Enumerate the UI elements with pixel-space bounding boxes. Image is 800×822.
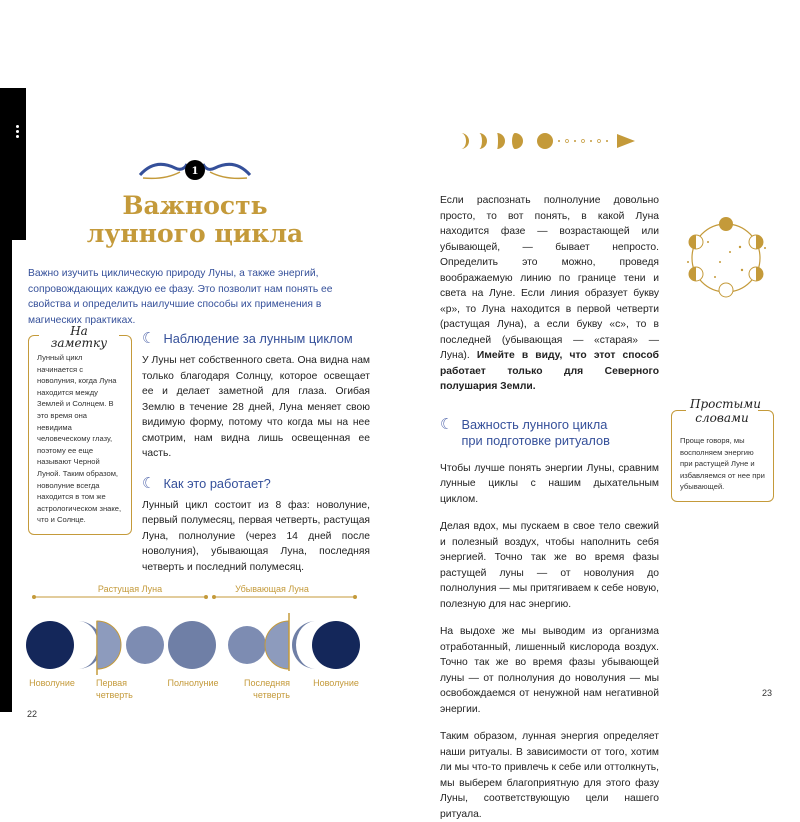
caption-new-moon: Новолуние [313,678,359,688]
last-quarter [265,621,289,669]
moon-progression-ornament [455,130,640,152]
section-text: У Луны нет собственного света. Она видна нам только благодаря Солнцу, которое освещает ее и делает заметной для глаза. Огибая Землю в течение 28 дней, Луна меняет свою видимую форму, потому что когда мы на нее смотрим, нам видна лишь освещенная ее часть. [142,355,370,459]
note-box [671,397,774,502]
lead-paragraph: Важно изучить циклическую природу Луны, а также энергий, сопровождающих каждую ее фазу. Это позволит нам понять ее свойства и определить наилучшие способы их применения в магических практиках. [28,268,333,326]
moon-phases-section [20,583,400,723]
note-title: На заметку [39,326,119,349]
moon-cycle-circle [680,212,772,300]
note-text: Лунный цикл начинается с новолуния, когда Луна находится между Землей и Солнцем. В это время она невидима человеческому глазу, поэтому ее еще называют Черной Луной. Таким образом, новолуние всегда находится в том же астрологическом знаке, что и Солнце. [37,353,122,525]
ornament-chapter [135,150,255,190]
section-text: Лунный цикл состоит из 8 фаз: новолуние, первый полумесяц, первая четверть, растущая Луна, полнолуние (через 14 дней после новолуния), убывающая Луна, последняя четверть и последний полумесяц. [142,499,370,573]
title-line: лунного цикла [86,219,304,248]
caption-new-moon: Новолуние [29,678,75,688]
heading-text: Наблюдение за лунным циклом [163,331,353,346]
chapter-number: 1 [191,166,199,177]
scan-edge [0,88,12,712]
waxing-label: Растущая Луна [97,584,163,594]
moon-phases-diagram [20,585,400,675]
caption-full-moon: Полнолуние [167,678,219,688]
crescent-icon: ☾ [142,330,156,347]
paragraph: Чтобы лучше понять энергии Луны, сравним лунные циклы с нашим дыхательным циклом. [440,462,659,505]
paragraph-bold-text: Имейте в виду, что этот способ работает только для Северного полушария Земли. [440,350,659,392]
paragraph [440,193,659,395]
paragraph: Делая вдох, мы пускаем в свое тело свежий и полезный воздух, чтобы наполнить себя энергией. Точно так же во время фазы растущей луны — от новолуния до полнолуния — мы притягиваем к себе новую, полезную для нас энергию. [440,521,659,610]
paragraph: Таким образом, лунная энергия определяет наши ритуалы. В зависимости от того, хотим ли мы что-то привлечь к себе или оттолкнуть, мы выберем благоприятную для этого фазу Луны, соответствующую цели нашего ритуала. [440,731,660,820]
section-heading [142,331,370,347]
section-heading [142,476,370,492]
waning-label: Убывающая Луна [235,584,309,594]
heading-text: Как это работает? [163,475,271,491]
page-title [60,192,330,248]
waning-gibbous [228,626,266,664]
note-title: Простыми словами [686,397,758,425]
heading-text [461,417,609,449]
page-number: 23 [762,688,773,698]
page-number: 22 [27,709,38,719]
right-main-column [440,193,659,822]
note-box [28,324,132,535]
full-moon [168,621,216,669]
title-line: Важность [122,191,268,220]
section-heading [440,417,659,449]
heading-line: Важность лунного цикла [461,416,608,432]
crescent-icon: ☾ [142,474,156,492]
crescent-icon: ☾ [440,415,454,433]
first-quarter [97,621,121,669]
paragraph: На выдохе же мы выводим из организма отработанный, лишенный кислорода воздух. Точно так же во время фазы убывающей луны — от полнолуния до новолуния — мы освобождаемся от ненужной нам негативной энергии. [440,626,659,715]
new-moon [312,621,360,669]
waxing-gibbous [126,626,164,664]
paragraph-text: Если распознать полнолуние довольно просто, то вот понять, в какой Луна находится фазе — возрастающей или убывающей, — бывает непросто. Определить это можно, проведя воображаемую линию по границе тени и света на Луне. Если линия образует букву «р», то Луна находится в первой четверти (растущая Луна), а если букву «с», то в последней (убывающая — «старая» — Луна). [440,195,659,361]
more-dots-icon [16,125,20,140]
note-text: Проще говоря, мы восполняем энергию при растущей Луне и избавляемся от нее при убывающей. [680,436,765,492]
caption-first-quarter: Первая четверть [96,678,133,700]
caption-last-quarter: Последняя четверть [243,678,290,700]
new-moon [26,621,74,669]
heading-line: при подготовке ритуалов [461,432,610,448]
